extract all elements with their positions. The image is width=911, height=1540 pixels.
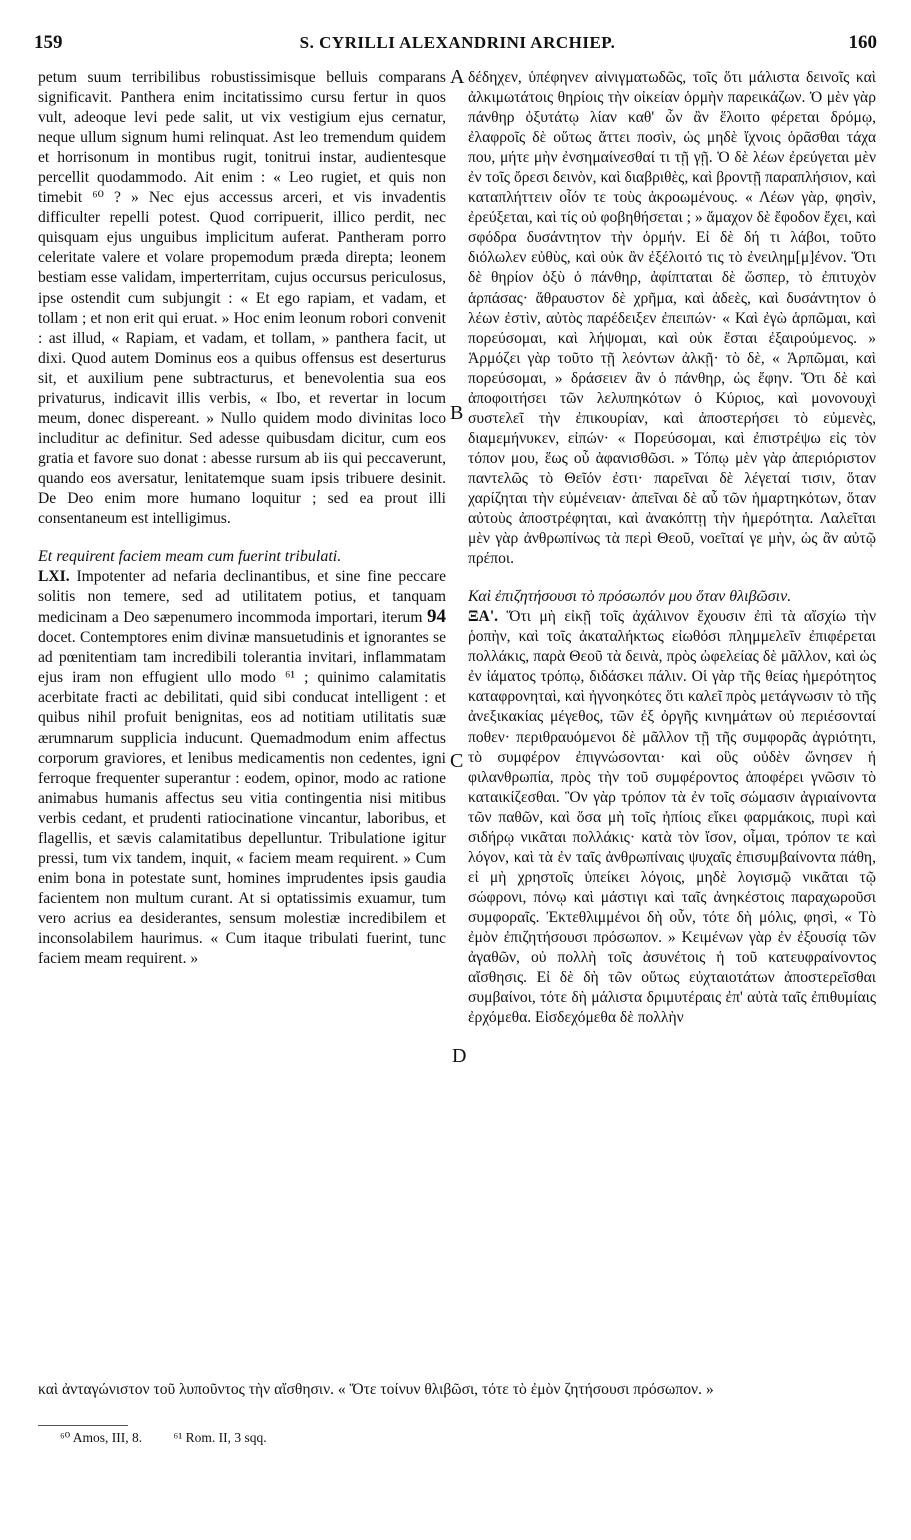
margin-marker-b: B bbox=[450, 402, 464, 424]
footnotes bbox=[60, 1430, 295, 1446]
footnote-60: ⁶⁰ Amos, III, 8. bbox=[60, 1430, 143, 1445]
footnote-rule bbox=[38, 1425, 128, 1426]
greek-section-number: ΞΑ'. bbox=[468, 608, 499, 626]
greek-paragraph-2 bbox=[468, 607, 876, 1028]
margin-marker-a: A bbox=[450, 66, 465, 88]
page-header bbox=[30, 32, 885, 56]
page-number-right: 160 bbox=[848, 32, 877, 53]
footnote-61: ⁶¹ Rom. II, 3 sqq. bbox=[173, 1430, 267, 1445]
greek-paragraph-2-text: Ὅτι μὴ εἰκῇ τοῖς ἀχάλινον ἔχουσιν ἐπὶ τὰ αἴσχίω τὴν ῥοπὴν, καὶ τοῖς ἀκαταλήκτως εἰωθόσι πλημμελεῖν ἐπιφέρεται πολλάκις, παρὰ Θεοῦ τὰ δεινὰ, πρὸς ὠφελείας δὲ μᾶλλον, καὶ ὡς ἐν ἰάματος τρόπῳ, διδάσκει πάλιν. Οἱ γὰρ τῆς θείας ἡμερότητος καταφρονηταὶ, καὶ ἠγνοηκότες ὅτι καλεῖ πρὸς μετάγνωσιν τὸ τῆς ἀνεξικακίας μέγεθος, τῶν ἐξ ὀργῆς κινημάτων οὐ περιέσονταί ποθεν· περιθραυόμενοι δὲ μᾶλλον τῇ τῆς συμφορᾶς ἀγριότητι, τὸ συμφέρον ἐπιγνώσονται· καὶ οὓς οὐδὲν ὤνησεν ἡ φιλανθρωπία, πρὸς τὴν τοῦ συμφέροντος ἀποφέρει γνῶσιν τὸ καταικίζεσθαι. Ὃν γὰρ τρόπον τὰ ἐν τοῖς σώμασιν ἀγριαίνοντα τῶν παθῶν, καὶ ὅσα μὴ τοῖς ἠπίοις εἴκει φαρμάκοις, πυρὶ καὶ σιδήρῳ νικᾶται πολλάκις· κατὰ τὸν ἴσον, οἶμαι, τρόπον τε καὶ λόγον, καὶ τὰ ἐν ταῖς ἀνθρωπίναις ψυχαῖς ἐπισυμβαίνοντα πάθη, εἰ μὴ χρηστοῖς ὑπείκει λόγοις, μηδὲ λογισμῷ νικᾶται τῷ σώφρονι, πόνῳ καὶ μάστιγι καὶ ταῖς ἀνηκέστοις παραχωροῦσι συμφοραῖς. Ἐκτεθλιμμένοι δὴ οὖν, τότε δὴ μόλις, φησὶ, « Τὸ ἐμὸν ἐπιζητήσουσι πρόσωπον. » Κειμένων γὰρ ἐν ἐξουσίᾳ τῶν ἀγαθῶν, οὐ πολλὴ τοῖς ἀσυνέτοις ἡ τοῦ κατευφραίνοντος αἴσθησις. Εἰ δὲ δὴ τῶν οὕτως εὐχταιοτάτων ἀποστερεῖσθαι συμβαίνοι, τότε δὴ μάλιστα δριμυτέραις ἐπ' αὐτὰ ταῖς ἐπιθυμίαις ἐρχόμεθα. Εἰσδεχόμεθα δὲ πολλὴν bbox=[468, 608, 876, 1027]
latin-paragraph-2 bbox=[38, 567, 446, 969]
latin-column bbox=[38, 68, 446, 969]
greek-continuation: καὶ ἀνταγώνιστον τοῦ λυποῦντος τὴν αἴσθησιν. « Ὅτε τοίνυν θλιβῶσι, τότε τὸ ἐμὸν ζητήσουσι πρόσωπον. » bbox=[38, 1381, 714, 1398]
margin-marker-c: C bbox=[450, 750, 464, 772]
margin-marker-d: D bbox=[452, 1045, 467, 1067]
latin-paragraph-2-b: docet. Contemptores enim divinæ mansuetudinis et ignorantes se ad pœnitentiam tam incredibili tolerantia invitari, inflammatam ejus iram non effugient ullo modo ⁶¹ ; quinimo calamitatis acerbitate fracti ac debilitati, quid sibi conducat intelligent : et quibus nihil profuit benignitas, eos ad notitiam utilitatis suæ ærumnarum supplicia inducunt. Quemadmodum enim affectus corporum graviores, et lenibus medicamentis non cedentes, igni ferroque frequenter superantur : eodem, opinor, modo ac ratione animabus humanis affectus seu vitia contingentia nisi mitibus verbis cedant, et prudenti ratiocinatione vincantur, laboribus, et flagellis, et sævis calamitatibus depelluntur. Tribulatione igitur pressi, tum vix tandem, inquit, « faciem meam requirent. » Cum enim bona in potestate sunt, homines imprudentes ipsis gaudia facientem non multum curant. At si optatissimis exuamur, tum vero acrius ea desiderantes, sensum molestiæ incredibilem et inconsolabilem haurimus. « Cum itaque tribulati fuerint, tunc faciem meam requirent. » bbox=[38, 629, 446, 968]
latin-paragraph-2-a: Impotenter ad nefaria declinantibus, et sine fine peccare solitis non temere, sed ad utilitatem potius, et tanquam medicinam a Deo sæpenumero incommoda importari, iterum bbox=[38, 568, 446, 627]
page-number-left: 159 bbox=[34, 32, 63, 53]
latin-section-heading: Et requirent faciem meam cum fuerint tribulati. bbox=[38, 548, 342, 566]
running-title: S. CYRILLI ALEXANDRINI ARCHIEP. bbox=[299, 33, 616, 52]
latin-section-number: LXI. bbox=[38, 568, 70, 586]
greek-column bbox=[468, 68, 876, 1028]
marginal-page-number: 94 bbox=[427, 606, 446, 628]
greek-paragraph-1: δέδηχεν, ὑπέφηνεν αἰνιγματωδῶς, τοῖς ὅτι μάλιστα δεινοῖς καὶ ἀλκιμωτάτοις θηρίοις τὴν οἰκείαν ὁρμὴν παρεικάζων. Ὁ μὲν γὰρ πάνθηρ ὀξυτάτῳ λίαν καθ' ὧν ἂν ἕλοιτο φέρεται δρόμῳ, ἐλαφροῖς δὲ οὕτως ἄττει ποσὶν, ὡς μηδὲ ἴχνοις ὁρᾶσθαι τάχα που, μήτε μὴν ἐνσημαίνεσθαί τι τῇ γῇ. Ὁ δὲ λέων ἐρεύγεται μὲν ἐν τοῖς ὄρεσι δεινὸν, καὶ διαβριθὲς, καὶ βροντῇ παραπλήσιον, καὶ καταπλήττειν οἷόν τε τοὺς ἀκροωμένους. « Λέων γὰρ, φησὶν, ἐρεύξεται, καὶ τίς οὐ φοβηθήσεται ; » ἄμαχον δὲ ἔφοδον ἔχει, καὶ σφόδρα δυσάντητον τὴν ὁρμήν. Εἰ δὲ δή τι λάβοι, τοῦτο διόλωλεν εὐθὺς, καὶ οὐκ ἂν ἐξέλοιτό τις τὸ ἐνειλημ[μ]ένον. Ὅτι δὲ θηρίον ὀξὺ ὁ πάνθηρ, ἀφίπταται δὲ ὥσπερ, τὸ ἐπιτυχὸν ἁρπάσας· ἄθραυστον δὲ χρῆμα, καὶ ἀδεὲς, καὶ δυσάντητον ὁ λέων ἐστὶν, αὐτὸς παρέδειξεν ἐπειπών· « Καὶ ἐγὼ ἁρπῶμαι, καὶ πορεύσομαι, καὶ λήψομαι, καὶ οὐκ ἔσται ἐξαιρούμενος. » Ἁρμόζει γὰρ τοῦτο τῇ λεόντων ἀλκῇ· τὸ δὲ, « Ἁρπῶμαι, καὶ πορεύσομαι, » δράσειεν ἂν ὁ πάνθηρ, ὡς ἔφην. Ὅτι δὲ καὶ ἀποφοιτήσει τῶν λελυπηκότων ὁ Κύριος, καὶ μονονουχὶ συστελεῖ τὴν ἐπικουρίαν, καὶ ἀποστερήσει τὸ εὐμενὲς, διαμεμήνυκεν, εἰπών· « Πορεύσομαι, καὶ ἐπιστρέψω εἰς τὸν τόπον μου, ἕως οὗ ἀφανισθῶσι. » Τόπῳ μὲν γὰρ ἀπεριόριστον παντελῶς τὸ Θεῖόν ἐστι· παρεῖναι δὲ λέγεταί τισιν, ὅταν χαρίζηται τὴν εὐμένειαν· ἀπεῖναι δὲ αὖ τῶν ἡμαρτηκότων, ὅταν αὐτοὺς ἀποστρέφηται, καὶ ἀνακόπτῃ τὴν ἡμερότητα. Λαλεῖται μὲν γὰρ ἀνθρωπίνως τὰ περὶ Θεοῦ, νοεῖταί γε μὴν, ὡς ἂν αὐτῷ πρέποι. bbox=[468, 69, 876, 568]
latin-paragraph-1: petum suum terribilibus robustissimisque belluis comparans significavit. Panthera enim incitatissimo cursu fertur in quos vult, adeoque levi pede salit, ut vix vestigium ejus cernatur, neque ullum signum humi relinquat. Ast leo tremendum quidem et horrisonum in montibus rugit, tonitrui instar, audientesque percellit quodammodo. Ait enim : « Leo rugiet, et quis non timebit ⁶⁰ ? » Nec ejus accessus arceri, et vis invadentis difficulter repelli potest. Quod corripuerit, illico perdit, nec quisquam ejus unguibus implicitum auferat. Pantheram porro celeritate valere et volare propemodum præda direpta; leonem bestiam esse validam, imperterritam, cujus occursus periculosus, ipse ostendit cum subjungit : « Et ego rapiam, et vadam, et tollam ; et non erit qui eruat. » Hoc enim leonum robori convenit : ast illud, « Rapiam, et vadam, et tollam, » panthera facit, ut dixi. Quod autem Dominus eos a quibus offensus est deserturus sit, et auxilium pene subtracturus, et benevolentia sua eos privaturus, indicavit illis verbis, « Ibo, et revertar in locum meum, donec dispereant. » Nullo quidem modo divinitas loco includitur ac definitur. Sed adesse quibusdam dicitur, cum eos gratia et favore suo donat : abesse rursum ab iis qui peccaverunt, quando eos aversatur, lenitatemque suam ipsis tribuere desinit. De Deo enim more humano loquitur ; sed ea prout illi consentaneum est intelligimus. bbox=[38, 69, 446, 528]
greek-section-heading: Καὶ ἐπιζητήσουσι τὸ πρόσωπόν μου ὅταν θλιβῶσιν. bbox=[468, 588, 792, 606]
